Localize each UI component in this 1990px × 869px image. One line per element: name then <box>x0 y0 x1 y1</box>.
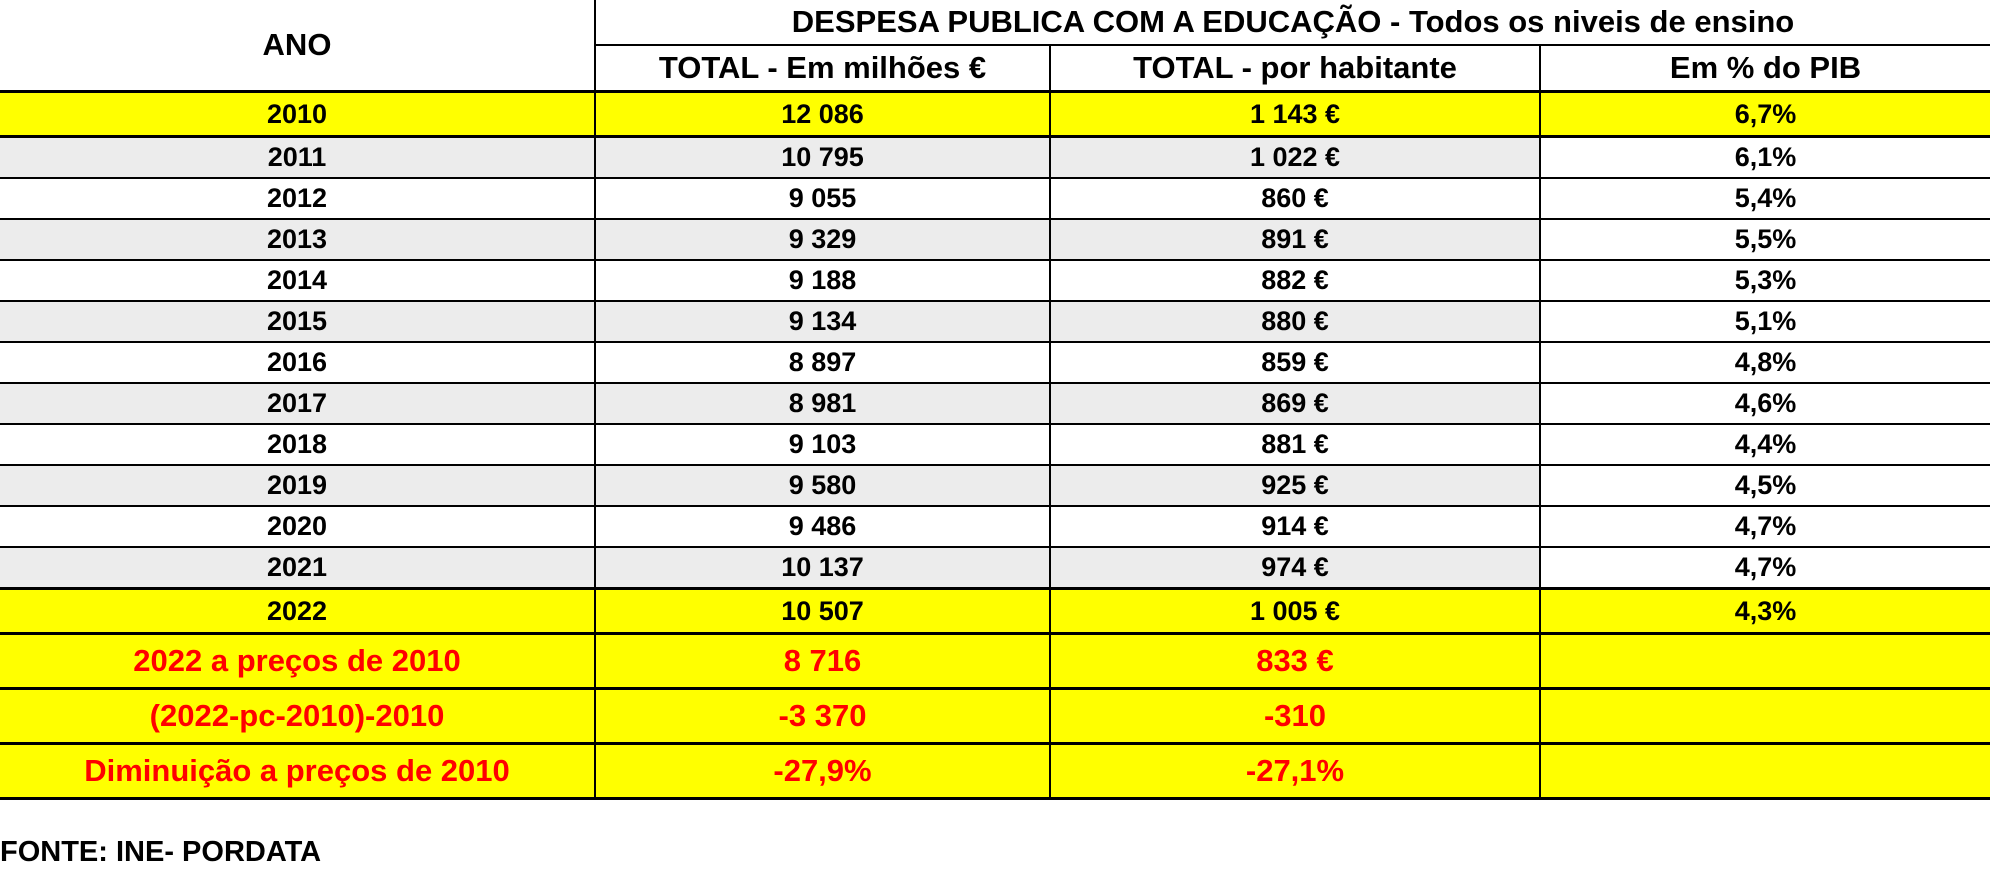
header-pct-pib: Em % do PIB <box>1540 45 1990 92</box>
row-pct-pib: 4,5% <box>1540 465 1990 506</box>
row-year: 2019 <box>0 465 595 506</box>
summary-pct-pib <box>1540 744 1990 799</box>
row-per-inhabitant: 1 005 € <box>1050 589 1540 634</box>
row-total: 8 981 <box>595 383 1050 424</box>
row-total: 9 486 <box>595 506 1050 547</box>
table-row <box>0 383 1990 424</box>
table-row <box>0 506 1990 547</box>
summary-label: (2022-pc-2010)-2010 <box>0 689 595 744</box>
row-year: 2015 <box>0 301 595 342</box>
table-row <box>0 92 1990 137</box>
summary-pct-pib <box>1540 689 1990 744</box>
row-total: 10 507 <box>595 589 1050 634</box>
table-row <box>0 424 1990 465</box>
row-pct-pib: 4,6% <box>1540 383 1990 424</box>
header-per-inhabitant: TOTAL - por habitante <box>1050 45 1540 92</box>
table-row <box>0 178 1990 219</box>
table-title: DESPESA PUBLICA COM A EDUCAÇÃO - Todos os niveis de ensino <box>595 0 1990 45</box>
row-per-inhabitant: 1 022 € <box>1050 137 1540 179</box>
row-year: 2020 <box>0 506 595 547</box>
summary-label: 2022 a preços de 2010 <box>0 634 595 689</box>
summary-per-inhabitant: 833 € <box>1050 634 1540 689</box>
row-total: 8 897 <box>595 342 1050 383</box>
row-total: 9 055 <box>595 178 1050 219</box>
row-per-inhabitant: 914 € <box>1050 506 1540 547</box>
row-pct-pib: 4,3% <box>1540 589 1990 634</box>
header-total-millions: TOTAL - Em milhões € <box>595 45 1050 92</box>
row-year: 2012 <box>0 178 595 219</box>
summary-total: -3 370 <box>595 689 1050 744</box>
row-per-inhabitant: 881 € <box>1050 424 1540 465</box>
table-row <box>0 260 1990 301</box>
source-note: FONTE: INE- PORDATA <box>0 836 322 868</box>
summary-per-inhabitant: -27,1% <box>1050 744 1540 799</box>
row-pct-pib: 4,7% <box>1540 506 1990 547</box>
row-pct-pib: 5,1% <box>1540 301 1990 342</box>
row-per-inhabitant: 859 € <box>1050 342 1540 383</box>
row-pct-pib: 5,5% <box>1540 219 1990 260</box>
row-per-inhabitant: 974 € <box>1050 547 1540 589</box>
row-total: 9 134 <box>595 301 1050 342</box>
summary-total: -27,9% <box>595 744 1050 799</box>
row-pct-pib: 4,4% <box>1540 424 1990 465</box>
table-row <box>0 547 1990 589</box>
summary-row <box>0 634 1990 689</box>
table-row <box>0 301 1990 342</box>
table-row <box>0 465 1990 506</box>
row-pct-pib: 5,4% <box>1540 178 1990 219</box>
summary-row <box>0 744 1990 799</box>
summary-row <box>0 689 1990 744</box>
row-pct-pib: 4,7% <box>1540 547 1990 589</box>
row-year: 2022 <box>0 589 595 634</box>
row-year: 2011 <box>0 137 595 179</box>
row-pct-pib: 4,8% <box>1540 342 1990 383</box>
row-year: 2013 <box>0 219 595 260</box>
row-year: 2021 <box>0 547 595 589</box>
row-per-inhabitant: 882 € <box>1050 260 1540 301</box>
row-per-inhabitant: 880 € <box>1050 301 1540 342</box>
row-year: 2014 <box>0 260 595 301</box>
row-pct-pib: 5,3% <box>1540 260 1990 301</box>
row-year: 2016 <box>0 342 595 383</box>
row-pct-pib: 6,1% <box>1540 137 1990 179</box>
row-per-inhabitant: 869 € <box>1050 383 1540 424</box>
table-row <box>0 219 1990 260</box>
row-total: 9 329 <box>595 219 1050 260</box>
summary-label: Diminuição a preços de 2010 <box>0 744 595 799</box>
row-total: 12 086 <box>595 92 1050 137</box>
row-total: 9 103 <box>595 424 1050 465</box>
row-per-inhabitant: 860 € <box>1050 178 1540 219</box>
row-total: 10 795 <box>595 137 1050 179</box>
table-row <box>0 589 1990 634</box>
summary-per-inhabitant: -310 <box>1050 689 1540 744</box>
row-total: 9 580 <box>595 465 1050 506</box>
table-row <box>0 137 1990 179</box>
row-pct-pib: 6,7% <box>1540 92 1990 137</box>
row-per-inhabitant: 891 € <box>1050 219 1540 260</box>
row-total: 10 137 <box>595 547 1050 589</box>
summary-pct-pib <box>1540 634 1990 689</box>
row-total: 9 188 <box>595 260 1050 301</box>
summary-total: 8 716 <box>595 634 1050 689</box>
row-per-inhabitant: 1 143 € <box>1050 92 1540 137</box>
row-year: 2010 <box>0 92 595 137</box>
row-year: 2018 <box>0 424 595 465</box>
table-row <box>0 342 1990 383</box>
row-year: 2017 <box>0 383 595 424</box>
header-ano: ANO <box>0 0 595 92</box>
row-per-inhabitant: 925 € <box>1050 465 1540 506</box>
